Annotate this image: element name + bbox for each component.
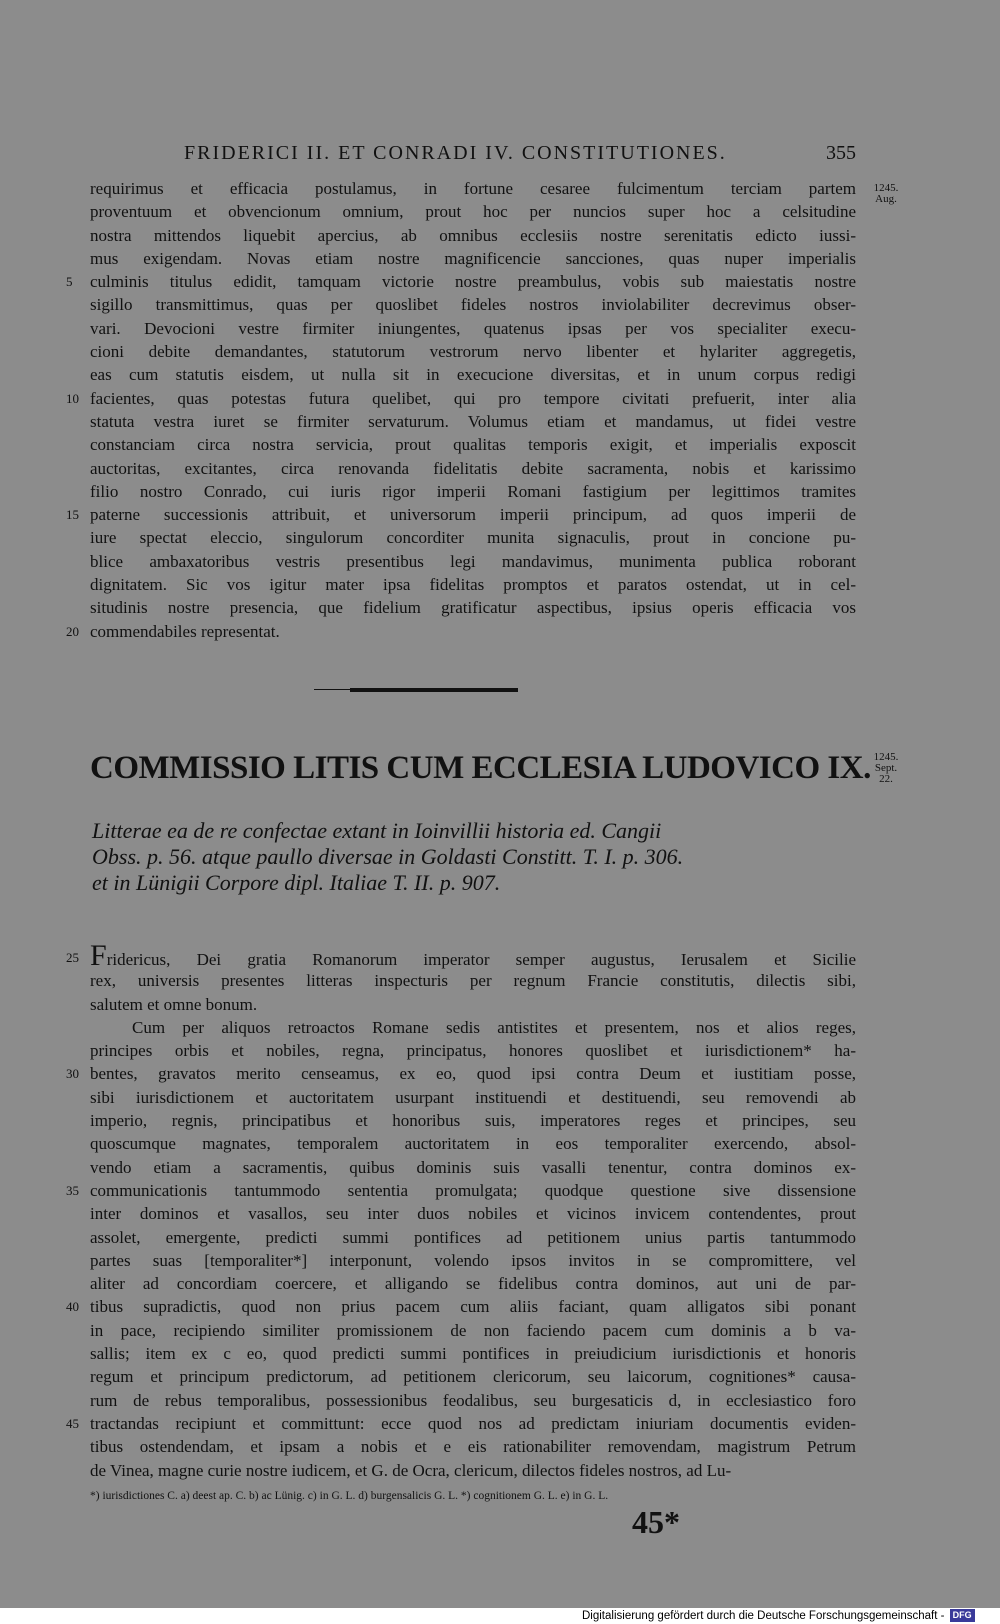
text-line bbox=[90, 1342, 856, 1365]
line-text: paterne successionis attribuit, et universorum imperii principum, ad quos imperii de bbox=[90, 505, 856, 525]
text-block-1 bbox=[66, 177, 856, 643]
line-text: salutem et omne bonum. bbox=[90, 994, 258, 1014]
line-text: tractandas recipiunt et committunt: ecce quod nos ad predictam iniuriam documentis eviden- bbox=[90, 1413, 856, 1433]
text-line bbox=[66, 270, 856, 293]
line-text: commendabiles representat. bbox=[90, 621, 280, 641]
text-line bbox=[90, 993, 856, 1016]
line-number: 10 bbox=[66, 390, 79, 406]
line-text: eas cum statutis eisdem, ut nulla sit in execucione diversitas, et in unum corpus redigi bbox=[90, 365, 856, 385]
text-line bbox=[90, 317, 856, 340]
text-line bbox=[90, 573, 856, 596]
line-text: vari. Devocioni vestre firmiter iniungentes, quatenus ipsas per vos specialiter execu- bbox=[90, 318, 856, 338]
line-text: regum et principum predictorum, ad petitionem clericorum, seu laicorum, cognitiones* causa- bbox=[90, 1367, 856, 1387]
line-number: 45 bbox=[66, 1415, 79, 1431]
text-line bbox=[90, 1365, 856, 1388]
text-line bbox=[90, 1132, 856, 1155]
text-line bbox=[90, 247, 856, 270]
margin-date-day: 22. bbox=[879, 773, 893, 785]
running-head-title: FRIDERICI II. ET CONRADI IV. CONSTITUTIONES. bbox=[184, 142, 727, 164]
line-text: vendo etiam a sacramentis, quibus dominis suis vasalli tenentur, contra dominos ex- bbox=[90, 1157, 856, 1177]
line-text: constanciam circa nostra servicia, prout qualitas temporis exigit, et imperialis exposcit bbox=[90, 435, 856, 455]
text-line bbox=[66, 1179, 856, 1202]
line-text: culminis titulus edidit, tamquam victorie nostre preambulus, vobis sub maiestatis nostre bbox=[90, 272, 856, 292]
line-number: 5 bbox=[66, 274, 73, 290]
text-line bbox=[66, 1062, 856, 1085]
line-text: auctoritas, excitantes, circa renovanda fidelitatis debite sacramenta, nobis et karissimo bbox=[90, 458, 856, 478]
line-text: imperio, regnis, principatibus et honoribus suis, imperatores reges et principes, seu bbox=[90, 1111, 856, 1131]
line-number: 30 bbox=[66, 1066, 79, 1082]
line-text: inter dominos et vasallos, seu inter duos nobiles et vicinos invicem contendentes, prout bbox=[90, 1204, 856, 1224]
text-line bbox=[90, 200, 856, 223]
text-line bbox=[90, 1109, 856, 1132]
line-text: communicationis tantummodo sententia promulgata; quodque questione sive dissensione bbox=[90, 1180, 856, 1200]
text-line bbox=[90, 457, 856, 480]
text-line bbox=[90, 596, 856, 619]
drop-cap: F bbox=[90, 939, 107, 972]
margin-date-month: Sept. bbox=[874, 762, 898, 774]
intro-line: Obss. p. 56. atque paullo diversae in Goldasti Constitt. T. I. p. 306. bbox=[92, 844, 684, 869]
line-text: sallis; item ex c eo, quod predicti summi pontifices in preiudicium iurisdictionis et honoris bbox=[90, 1344, 856, 1364]
line-text: dignitatem. Sic vos igitur mater ipsa fidelitas promptos et paratos ostendat, ut in cel- bbox=[90, 575, 856, 595]
line-number: 25 bbox=[66, 950, 79, 965]
margin-date-second bbox=[866, 752, 906, 785]
text-line bbox=[90, 1039, 856, 1062]
line-text: statuta vestra iuret se firmiter servaturum. Volumus etiam et mandamus, ut fidei vestre bbox=[90, 411, 856, 431]
line-text: Cum per aliquos retroactos Romane sedis antistites et presentem, nos et alios reges, bbox=[132, 1017, 856, 1037]
text-line bbox=[90, 550, 856, 573]
text-line bbox=[90, 433, 856, 456]
line-text: ridericus, Dei gratia Romanorum imperator semper augustus, Ierusalem et Sicilie bbox=[106, 950, 856, 969]
line-text: facientes, quas potestas futura quelibet, qui pro tempore civitati prefuerit, inter alia bbox=[90, 388, 856, 408]
line-text: sibi iurisdictionem et auctoritatem usurpant instituendi et destituendi, seu removendi ab bbox=[90, 1087, 856, 1107]
text-line bbox=[90, 1272, 856, 1295]
text-block-2 bbox=[66, 939, 856, 1482]
text-line bbox=[90, 363, 856, 386]
line-text: nostra mittendos liquebit apercius, ab omnibus ecclesiis nostre serenitatis edicto iussi- bbox=[90, 225, 856, 245]
line-text: sigillo transmittimus, quas per quoslibet fideles nostros inviolabiliter decrevimus obser- bbox=[90, 295, 856, 315]
margin-date-year: 1245. bbox=[873, 182, 899, 194]
text-line bbox=[90, 1319, 856, 1342]
line-number: 15 bbox=[66, 507, 79, 523]
margin-date-month: Aug. bbox=[875, 193, 897, 205]
line-text: filio nostro Conrado, cui iuris rigor imperii Romani fastigium per legittimos tramites bbox=[90, 481, 856, 501]
text-line bbox=[90, 293, 856, 316]
text-line bbox=[66, 939, 856, 972]
line-number: 20 bbox=[66, 623, 79, 639]
line-text: blice ambaxatoribus vestris presentibus legi mandavimus, munimenta publica roborant bbox=[90, 551, 856, 571]
line-text: partes suas [temporaliter*] interponunt, volendo ipsos invitos in se compromittere, vel bbox=[90, 1250, 856, 1270]
page-number: 355 bbox=[826, 142, 856, 164]
line-text: quoscumque magnates, temporalem auctoritatem in eos temporaliter exercendo, absol- bbox=[90, 1134, 856, 1154]
text-line bbox=[66, 1295, 856, 1318]
text-line bbox=[90, 969, 856, 992]
text-line bbox=[90, 1156, 856, 1179]
line-text: tibus supradictis, quod non prius pacem cum aliis faciant, quam alligatos sibi ponant bbox=[90, 1297, 856, 1317]
text-line bbox=[90, 340, 856, 363]
text-line bbox=[90, 526, 856, 549]
intro-line: et in Lünigii Corpore dipl. Italiae T. II. p. 907. bbox=[92, 870, 501, 895]
dfg-logo: DFG bbox=[950, 1609, 975, 1622]
text-line bbox=[66, 387, 856, 410]
section-heading: COMMISSIO LITIS CUM ECCLESIA LUDOVICO IX. bbox=[90, 750, 871, 786]
line-number: 40 bbox=[66, 1299, 79, 1315]
line-text: de Vinea, magne curie nostre iudicem, et G. de Ocra, clericum, dilectos fideles nostros, ad Lu- bbox=[90, 1460, 732, 1480]
section-divider bbox=[314, 688, 518, 692]
line-text: tibus ostendendam, et ipsam a nobis et e eis rationabiliter removendam, magistrum Petrum bbox=[90, 1437, 856, 1457]
line-text: cioni debite demandantes, statutorum vestrorum nervo libenter et hylariter aggregetis, bbox=[90, 342, 856, 362]
text-line bbox=[90, 224, 856, 247]
text-line bbox=[90, 1249, 856, 1272]
signature-mark: 45* bbox=[632, 1504, 680, 1540]
text-line bbox=[90, 1086, 856, 1109]
text-line bbox=[90, 177, 856, 200]
credit-text: Digitalisierung gefördert durch die Deutsche Forschungsgemeinschaft - bbox=[582, 1610, 945, 1622]
text-line bbox=[90, 410, 856, 433]
text-line bbox=[90, 1016, 856, 1039]
text-line bbox=[66, 1412, 856, 1435]
digitization-credit bbox=[582, 1609, 1000, 1624]
footnotes: *) iurisdictiones C. a) deest ap. C. b) ac Lünig. c) in G. L. d) burgensalicis G. L. *) cognitionem G. L. e) in G. L. bbox=[90, 1490, 609, 1502]
line-text: proventuum et obvencionum omnium, prout hoc per nuncios super hoc a celsitudine bbox=[90, 202, 856, 222]
text-line bbox=[90, 1435, 856, 1458]
line-text: mus exigendam. Novas etiam nostre magnificencie sancciones, quas nuper imperialis bbox=[90, 248, 856, 268]
margin-date-first bbox=[866, 183, 906, 205]
line-text: bentes, gravatos merito censeamus, ex eo, quod ipsi contra Deum et iustitiam posse, bbox=[90, 1064, 856, 1084]
line-number: 35 bbox=[66, 1182, 79, 1198]
text-line bbox=[90, 1202, 856, 1225]
running-head bbox=[184, 140, 856, 166]
text-line bbox=[66, 620, 856, 643]
text-line bbox=[90, 1226, 856, 1249]
line-text: assolet, emergente, predicti summi pontifices ad petitionem unius partis tantummodo bbox=[90, 1227, 856, 1247]
margin-date-year: 1245. bbox=[873, 751, 899, 763]
line-text: iure spectat eleccio, singulorum concorditer munita signaculis, prout in concione pu- bbox=[90, 528, 856, 548]
line-text: situdinis nostre presencia, que fidelium gratificatur aspectibus, ipsius operis efficacia vos bbox=[90, 598, 856, 618]
line-text: requirimus et efficacia postulamus, in fortune cesaree fulcimentum terciam partem bbox=[90, 179, 856, 198]
intro-note bbox=[92, 818, 858, 896]
text-line bbox=[66, 503, 856, 526]
line-text: rum de rebus temporalibus, possessionibus feodalibus, seu burgesaticis d, in ecclesiastico foro bbox=[90, 1390, 856, 1410]
line-text: rex, universis presentes litteras inspecturis per regnum Francie constitutis, dilectis sibi, bbox=[90, 971, 856, 991]
text-line bbox=[90, 480, 856, 503]
line-text: in pace, recipiendo similiter promissionem de non faciendo pacem cum dominis a b va- bbox=[90, 1320, 856, 1340]
line-text: aliter ad concordiam coercere, et alligando se fidelibus contra dominos, aut uni de par- bbox=[90, 1274, 856, 1294]
text-line bbox=[90, 1389, 856, 1412]
line-text: principes orbis et nobiles, regna, principatus, honores quoslibet et iurisdictionem* ha- bbox=[90, 1041, 856, 1061]
text-line bbox=[90, 1459, 856, 1482]
intro-line: Litterae ea de re confectae extant in Ioinvillii historia ed. Cangii bbox=[92, 818, 662, 843]
